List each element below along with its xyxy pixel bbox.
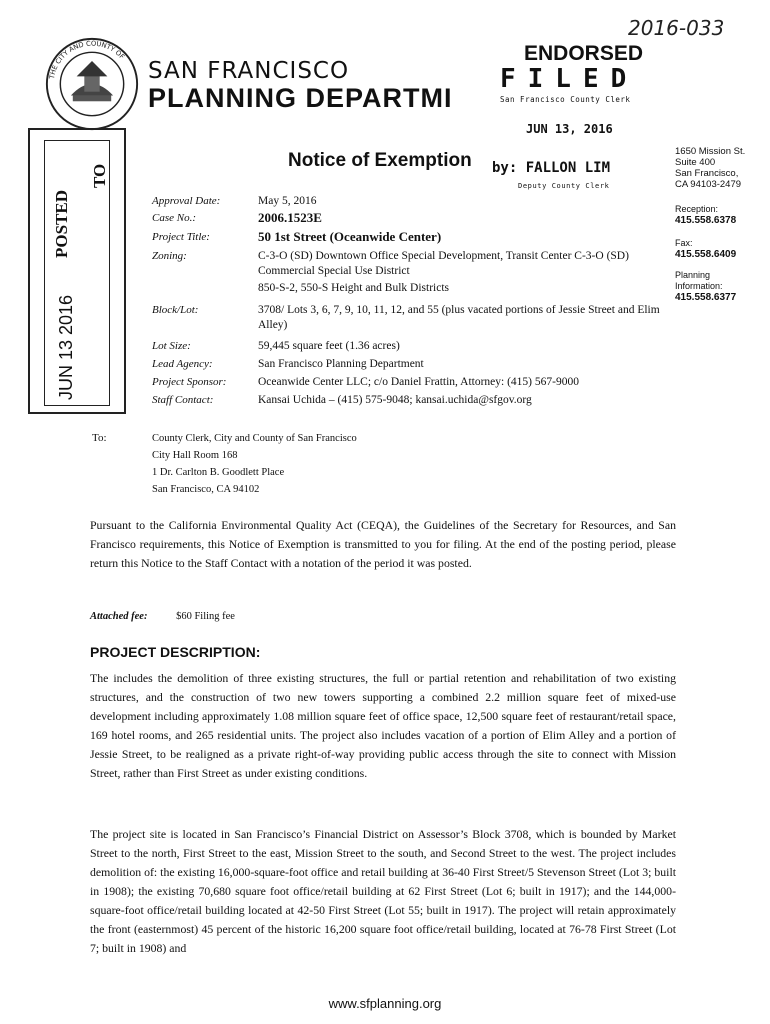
agency-name-line1: SAN FRANCISCO bbox=[148, 58, 350, 84]
address-city: San Francisco, bbox=[675, 168, 739, 179]
information-label: Information: bbox=[675, 281, 723, 291]
to-label: To: bbox=[92, 432, 107, 444]
posted-stamp bbox=[28, 128, 126, 414]
block-lot-value: 3708/ Lots 3, 6, 7, 9, 10, 11, 12, and 55 (plus vacated portions of Jessie Street and Elim Alley) bbox=[258, 304, 660, 331]
city-seal-logo bbox=[44, 36, 140, 132]
footer-website: www.sfplanning.org bbox=[328, 996, 442, 1011]
project-paragraph-1: The includes the demolition of three existing structures, the full or partial retention and rehabilitation of two existing structures, and the construction of two new towers supporting a combined 2.2 million square feet of mixed-use development including approximately 1.08 million square feet of office space, 12,500 square feet of restaurant/retail space, 169 hotel rooms, and 265 residential units. The project also includes vacation of a portion of Elim Alley and a portion of Jessie Street, to be realigned as a private right-of-way providing public access through the site to connect with Mission Street, rather than First Street as under existing conditions. bbox=[90, 671, 676, 780]
posted-label: POSTED bbox=[52, 189, 71, 258]
project-description-heading: PROJECT DESCRIPTION: bbox=[90, 644, 261, 660]
project-sponsor-label: Project Sponsor: bbox=[152, 376, 227, 388]
posted-date: JUN 13 2016 bbox=[56, 294, 76, 400]
height-bulk-value: 850-S-2, 550-S Height and Bulk Districts bbox=[258, 282, 450, 294]
fax-phone: 415.558.6409 bbox=[675, 249, 737, 260]
approval-date-label: Approval Date: bbox=[152, 195, 221, 207]
address-street: 1650 Mission St. bbox=[675, 146, 746, 157]
to-address bbox=[152, 430, 357, 498]
lot-size-value: 59,445 square feet (1.36 acres) bbox=[258, 340, 400, 352]
planning-label: Planning bbox=[675, 270, 711, 280]
reception-phone: 415.558.6378 bbox=[675, 215, 737, 226]
block-lot-label: Block/Lot: bbox=[152, 304, 199, 316]
lead-agency-value: San Francisco Planning Department bbox=[258, 358, 424, 370]
to-line3: 1 Dr. Carlton B. Goodlett Place bbox=[152, 467, 285, 478]
notice-title: Notice of Exemption bbox=[288, 150, 472, 171]
to-line1: County Clerk, City and County of San Francisco bbox=[152, 433, 357, 444]
department-address bbox=[675, 146, 770, 303]
filed-date-stamp: JUN 13, 2016 bbox=[526, 122, 613, 136]
project-sponsor-value: Oceanwide Center LLC; c/o Daniel Frattin, Attorney: (415) 567-9000 bbox=[258, 376, 579, 388]
project-paragraph-2: The project site is located in San Francisco’s Financial District on Assessor’s Block 3708, which is bounded by Market Street to the north, First Street to the east, Mission Street to the south, and Second Street to the west. The project includes demolition of: the existing 16,000-square-foot office and retail building at 36-40 First Street/5 Stevenson Street (Lot 3; built in 1908); the existing 70,680 square foot office/retail building at 62 First Street (Lot 6; built in 1917); and the 144,000-square-foot office/retail building located at 42-50 First Street (Lot 55; built in 1917). The project will retain approximately the front (easternmost) 45 percent of the historic 16,200 square foot office/retail building, located at 76-78 First Street (Lot 7; built in 1908) and bbox=[90, 827, 676, 955]
clerk-stamp: San Francisco County Clerk bbox=[500, 95, 631, 104]
posted-to-label: TO bbox=[90, 163, 109, 188]
information-phone: 415.558.6377 bbox=[675, 292, 737, 303]
endorsed-stamp: ENDORSED bbox=[524, 42, 644, 65]
lead-agency-label: Lead Agency: bbox=[152, 358, 213, 370]
project-title-label: Project Title: bbox=[152, 231, 210, 243]
case-no-label: Case No.: bbox=[152, 212, 196, 224]
to-line4: San Francisco, CA 94102 bbox=[152, 484, 260, 495]
fax-label: Fax: bbox=[675, 238, 693, 248]
deputy-clerk-stamp: Deputy County Clerk bbox=[518, 182, 610, 190]
to-line2: City Hall Room 168 bbox=[152, 450, 238, 461]
project-title-value: 50 1st Street (Oceanwide Center) bbox=[258, 229, 442, 244]
case-no-value: 2006.1523E bbox=[258, 210, 322, 225]
zoning-value: C-3-O (SD) Downtown Office Special Development, Transit Center C-3-O (SD) Commercial Special Use District bbox=[258, 250, 629, 277]
zoning-label: Zoning: bbox=[152, 250, 187, 262]
filed-by-stamp: by: FALLON LIM bbox=[492, 160, 611, 176]
approval-date-value: May 5, 2016 bbox=[258, 195, 317, 207]
agency-name-line2: PLANNING DEPARTMI bbox=[148, 83, 453, 113]
handwritten-file-number: 2016-033 bbox=[628, 16, 725, 40]
fee-label: Attached fee: bbox=[90, 611, 148, 622]
reception-label: Reception: bbox=[675, 204, 719, 214]
attached-fee bbox=[90, 611, 235, 622]
filed-stamp: FILED bbox=[500, 64, 639, 94]
seal-text: THE CITY AND COUNTY OF bbox=[47, 39, 127, 80]
fee-value: $60 Filing fee bbox=[176, 611, 235, 622]
staff-contact-label: Staff Contact: bbox=[152, 394, 214, 406]
address-zip: CA 94103-2479 bbox=[675, 179, 742, 190]
intro-paragraph: Pursuant to the California Environmental Quality Act (CEQA), the Guidelines of the Secretary for Resources, and San Francisco requirements, this Notice of Exemption is transmitted to you for filing. At the end of the posting period, please return this Notice to the Staff Contact with a notation of the period it was posted. bbox=[90, 518, 676, 570]
lot-size-label: Lot Size: bbox=[152, 340, 191, 352]
staff-contact-value: Kansai Uchida – (415) 575-9048; kansai.uchida@sfgov.org bbox=[258, 394, 532, 406]
address-suite: Suite 400 bbox=[675, 157, 716, 168]
